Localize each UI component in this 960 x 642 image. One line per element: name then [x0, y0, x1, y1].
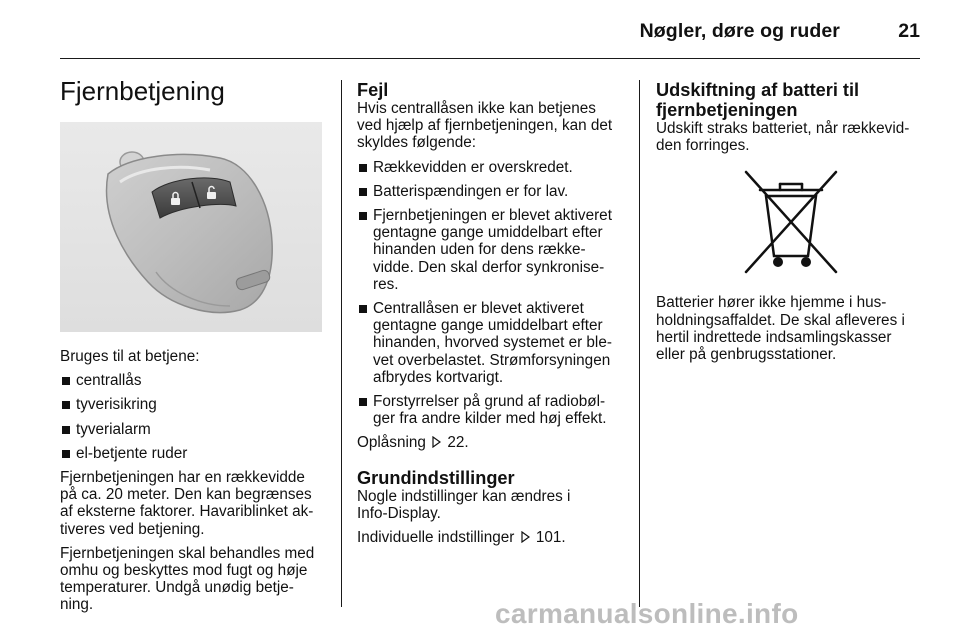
- text-line: hertil indrettede indsamlingskasser: [656, 328, 892, 346]
- list-item: [357, 393, 629, 427]
- battery-text: [656, 120, 928, 154]
- text-line: ning.: [60, 596, 94, 614]
- text-line: temperaturer. Undgå unødig betje-: [60, 579, 294, 597]
- remote-key-photo: [60, 122, 322, 332]
- left-column: [60, 76, 326, 621]
- reference-arrow-icon: [521, 531, 530, 543]
- middle-column: [357, 80, 629, 553]
- settings-reference[interactable]: [357, 529, 629, 546]
- text-line: gentagne gange umiddelbart efter: [373, 317, 603, 335]
- text-line: hinanden, hvorved systemet er ble-: [373, 334, 612, 352]
- watermark: carmanualsonline.info: [495, 598, 799, 629]
- list-item: [357, 207, 629, 293]
- right-column: [656, 80, 928, 370]
- list-item: [357, 183, 629, 200]
- unlock-reference[interactable]: [357, 434, 629, 451]
- text-line: Forstyrrelser på grund af radiobøl-: [373, 393, 606, 411]
- heading-line: fjernbetjeningen: [656, 100, 798, 120]
- text-line: på ca. 20 meter. Den kan begrænses: [60, 486, 312, 504]
- range-paragraph: [60, 469, 326, 538]
- text-line: gentagne gange umiddelbart efter: [373, 224, 603, 242]
- fault-intro: [357, 100, 629, 152]
- text-line: af eksterne faktorer. Havariblinket ak-: [60, 503, 314, 521]
- text-line: Batterier hører ikke hjemme i hus-: [656, 294, 887, 312]
- reference-page: 22.: [447, 434, 469, 452]
- recycle-symbol-wrap: [736, 164, 846, 282]
- remote-key-illustration: [60, 122, 322, 332]
- text-line: Info-Display.: [357, 504, 441, 522]
- text-line: eller på genbrugsstationer.: [656, 346, 837, 364]
- text-line: Hvis centrallåsen ikke kan betjenes: [357, 100, 596, 117]
- list-item: [357, 159, 629, 176]
- running-header-title: Nøgler, døre og ruder: [639, 20, 840, 42]
- text-line: Fjernbetjeningen har en rækkevidde: [60, 469, 305, 487]
- text-line: tiveres ved betjening.: [60, 520, 205, 538]
- text-line: Batterispændingen er for lav.: [373, 182, 569, 200]
- reference-label: Individuelle indstillinger: [357, 529, 515, 547]
- list-item: el-betjente ruder: [60, 445, 326, 462]
- column-divider-1: [341, 80, 342, 607]
- page-number: 21: [898, 20, 920, 42]
- section-heading-basic-settings: Grundindstillinger: [357, 467, 515, 488]
- section-heading-battery: [656, 80, 928, 120]
- text-line: Udskift straks batteriet, når rækkevid-: [656, 120, 910, 137]
- column-divider-2: [639, 80, 640, 607]
- fault-list: [357, 159, 629, 428]
- care-paragraph: [60, 545, 326, 614]
- text-line: den forringes.: [656, 137, 750, 155]
- text-line: ved hjælp af fjernbetjeningen, kan det: [357, 117, 613, 135]
- text-line: Fjernbetjeningen er blevet aktiveret: [373, 207, 612, 225]
- text-line: holdningsaffaldet. De skal afleveres i: [656, 311, 905, 329]
- reference-label: Oplåsning: [357, 434, 426, 452]
- text-line: Fjernbetjeningen skal behandles med: [60, 544, 315, 562]
- header-rule: [60, 58, 920, 59]
- heading-line: Udskiftning af batteri til: [656, 80, 860, 100]
- text-line: res.: [373, 275, 399, 293]
- text-line: skyldes følgende:: [357, 134, 477, 152]
- text-line: afbrydes kortvarigt.: [373, 368, 504, 386]
- text-line: vidde. Den skal derfor synkronise-: [373, 258, 605, 276]
- text-line: omhu og beskyttes mod fugt og høje: [60, 562, 308, 580]
- section-heading-fault: Fejl: [357, 80, 389, 100]
- disposal-text: [656, 294, 928, 363]
- basic-settings-text: [357, 488, 629, 522]
- intro-text: Bruges til at betjene:: [60, 348, 200, 365]
- section-heading-remote: Fjernbetjening: [60, 76, 225, 106]
- reference-arrow-icon: [432, 436, 441, 448]
- text-line: Rækkevidden er overskredet.: [373, 158, 573, 176]
- list-item: centrallås: [60, 372, 326, 389]
- list-item: tyverialarm: [60, 421, 326, 438]
- reference-page: 101.: [535, 529, 566, 547]
- text-line: ger fra andre kilder med høj effekt.: [373, 410, 607, 428]
- list-item: [357, 300, 629, 386]
- crossed-out-wheelie-bin-icon: [736, 164, 846, 282]
- function-list: [60, 372, 326, 462]
- text-line: Nogle indstillinger kan ændres i: [357, 487, 571, 505]
- text-line: Centrallåsen er blevet aktiveret: [373, 300, 584, 318]
- text-line: hinanden uden for dens række-: [373, 241, 586, 259]
- list-item: tyverisikring: [60, 396, 326, 413]
- text-line: vet overbelastet. Strømforsyningen: [373, 351, 611, 369]
